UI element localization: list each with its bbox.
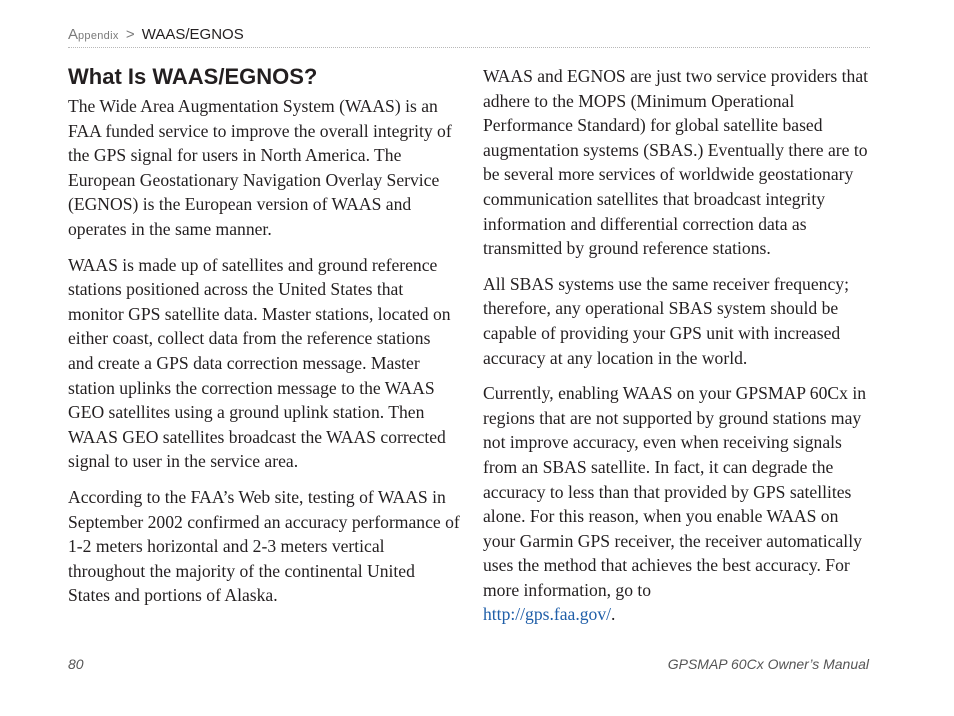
paragraph-sbas-providers: WAAS and EGNOS are just two service providers that adhere to the MOPS (Minimum Operational Performance Standard) for global satellite based augmentation systems (SBAS.) Eventually there are to be several more services of worldwide geostationary communication satellites that broadcast integrity information and differential correction data as transmitted by ground reference stations. <box>483 66 869 259</box>
breadcrumb-current: WAAS/EGNOS <box>141 26 244 43</box>
breadcrumb-separator: > <box>125 26 135 43</box>
manual-title: GPSMAP 60Cx Owner’s Manual <box>667 656 869 672</box>
breadcrumb <box>68 26 870 48</box>
paragraph-faa-testing: According to the FAA’s Web site, testing of WAAS in September 2002 confirmed an accuracy performance of 1-2 meters horizontal and 2-3 meters vertical throughout the majority of the continental United States and portions of Alaska. <box>68 486 460 606</box>
paragraph-sbas-frequency: All SBAS systems use the same receiver frequency; therefore, any operational SBAS system should be capable of providing your GPS unit with increased accuracy at any location in the world. <box>483 273 849 368</box>
right-column <box>483 64 875 638</box>
paragraph-waas-structure: WAAS is made up of satellites and ground reference stations positioned across the United States that monitor GPS satellite data. Master stations, located on either coast, collect data from the reference stations and create a GPS data correction message. Master station uplinks the correction message to the WAAS GEO satellites using a ground uplink station. Then WAAS GEO satellites broadcast the WAAS corrected signal to user in the service area. <box>68 254 451 472</box>
breadcrumb-section[interactable] <box>68 26 119 43</box>
breadcrumb-section-rest: ppendix <box>78 30 119 42</box>
page-number: 80 <box>68 656 84 672</box>
paragraph-waas-intro: The Wide Area Augmentation System (WAAS) is an FAA funded service to improve the overall integrity of the GPS signal for users in North America. The European Geostationary Navigation Overlay Service (EGNOS) is the European version of WAAS and operates in the same manner. <box>68 96 452 239</box>
link-trailing-period: . <box>611 604 616 625</box>
paragraph-enabling-waas-text: Currently, enabling WAAS on your GPSMAP 60Cx in regions that are not supported by ground stations may not improve accuracy, even when receiving signals from an SBAS satellite. In fact, it can degrade the accuracy to less than that provided by GPS satellites alone. For this reason, when you enable WAAS on your Garmin GPS receiver, the receiver automatically uses the method that achieves the best accuracy. For more information, go to <box>483 383 866 600</box>
paragraph-enabling-waas <box>483 381 875 627</box>
page-title: What Is WAAS/EGNOS? <box>68 64 318 89</box>
faa-website-link[interactable]: http://gps.faa.gov/ <box>483 604 612 625</box>
breadcrumb-section-initial: A <box>68 26 79 43</box>
left-column <box>68 64 460 619</box>
